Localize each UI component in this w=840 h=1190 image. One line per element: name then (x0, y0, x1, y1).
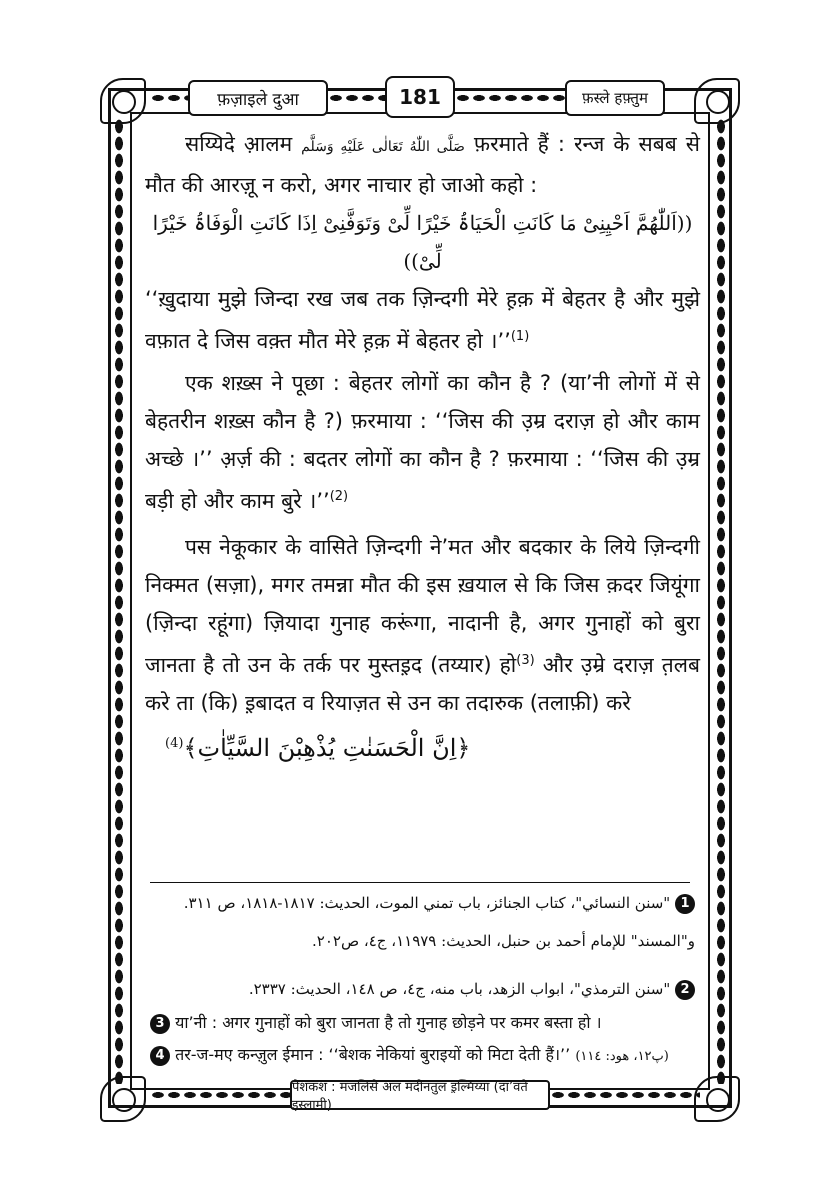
footnote-4 (150, 1042, 695, 1070)
header-chain-2 (328, 93, 385, 103)
footnote-1-line-2: و"المسند" للإمام أحمد بن حنبل، الحديث: ١١٩٧٩، ج٤، ص٢٠٢. (312, 932, 695, 950)
paragraph-1 (145, 125, 700, 204)
footnote-3 (150, 1010, 695, 1036)
corner-ornament-top-right (694, 78, 740, 124)
footnote-ref-3: (3) (516, 653, 535, 668)
page-number: 181 (385, 76, 455, 118)
footnote-1-cont (150, 928, 695, 954)
corner-ornament-bottom-left (100, 1076, 146, 1122)
paragraph-2 (145, 280, 700, 360)
salawat-inline: صَلَّى اللّٰهُ تَعَالٰی عَلَيْهِ وَسَلَّم (301, 139, 465, 155)
header-chain-3 (455, 93, 565, 103)
quran-verse (145, 722, 700, 770)
border-chain-bottom-left (150, 1090, 290, 1100)
footnote-4-ref: (پ١٢، هود: ١١٤) (575, 1049, 669, 1064)
main-text (145, 125, 700, 770)
footnote-ref-1: (1) (510, 329, 530, 344)
footnote-badge-4: 4 (150, 1046, 170, 1066)
p4-text-b: और उ़म्रे दराज़ त़लब करे ता (कि) इ़बादत व रियाज़त से उन का तदारुक (तलाफ़ी) करे (145, 653, 700, 715)
footnote-badge-1: 1 (675, 894, 695, 914)
footnote-divider (150, 882, 690, 883)
verse-text: ﴿اِنَّ الْحَسَنٰتِ یُذْهِبْنَ السَّیِّاٰتِ﴾ (183, 734, 471, 762)
border-chain-left (112, 118, 126, 1084)
footnote-1 (150, 890, 695, 916)
paragraph-3 (145, 364, 700, 520)
publisher-box: पेशकश : मजलिसे अल मदीनतुल इ़ल्मिय्या (दा’वते इस्लामी) (290, 1080, 550, 1110)
paragraph-4 (145, 528, 700, 722)
p4-text-a: पस नेकूकार के वासिते ज़िन्दगी ने’मत और बदकार के लिये ज़िन्दगी निक्मत (सज़ा), मगर तमन्ना मौत की इस ख़याल से कि जिस क़दर जियूंगा (ज़िन्दा रहूंगा) ज़ियादा गुनाह करूंगा, नादानी है, अगर गुनाहों को बुरा जानता है तो उन के तर्क पर मुस्तइ़द (तय्यार) हो (145, 535, 700, 677)
p1-text-a: सय्यिदे आ़लम (185, 132, 293, 156)
running-title-left: फ़ज़ाइले दुआ (188, 80, 328, 116)
border-chain-right (714, 118, 728, 1084)
footnote-3-text: या’नी : अगर गुनाहों को बुरा जानता है तो गुनाह छोड़ने पर कमर बस्ता हो । (175, 1013, 602, 1032)
p2-text: ‘‘ख़ुदाया मुझे जिन्दा रख जब तक ज़िन्दगी मेरे ह़क़ में बेहतर है और मुझे वफ़ात दे जिस वक़्त मौत मेरे ह़क़ में बेहतर हो ।’’ (145, 287, 700, 353)
running-title-right: फ़स्ले हफ़्तुम (565, 80, 665, 116)
footnote-badge-2: 2 (675, 980, 695, 1000)
footnote-2 (150, 976, 695, 1002)
p1-text-b: फ़रमाते हैं : रन्ज के सबब से मौत की आरज़ू न करो, अगर नाचार हो जाओ कहो : (145, 132, 700, 197)
arabic-dua: ((اَللّٰهُمَّ اَحْیِنِیْ مَا كَانَتِ الْحَیَاۃُ خَیْرًا لِّیْ وَتَوَفَّنِیْ اِذَا كَانَتِ الْوَفَاۃُ خَیْرًا لِّیْ)) (152, 211, 693, 273)
p3-text: एक शख़्स ने पूछा : बेहतर लोगों का कौन है ? (या’नी लोगों में से बेहतरीन शख़्स कौन है ?) फ़रमाया : ‘‘जिस की उ़म्र दराज़ हो और काम अच्छे ।’’ अ़र्ज़ की : बदतर लोगों का कौन है ? फ़रमाया : ‘‘जिस की उ़म्र बड़ी हो और काम बुरे ।’’ (145, 371, 700, 513)
footnote-ref-2: (2) (329, 489, 349, 504)
corner-ornament-bottom-right (694, 1076, 740, 1122)
header-chain-1 (150, 93, 188, 103)
corner-ornament-top-left (100, 78, 146, 124)
footnote-2-text: "سنن الترمذي"، ابواب الزهد، باب منه، ج٤، ص ١٤٨، الحديث: ٢٣٣٧. (248, 980, 671, 998)
footnote-ref-4: (4) (165, 736, 184, 751)
footnote-4-text: तर-ज-मए कन्ज़ुल ईमान : ‘‘बेशक नेकियां बुराइयों को मिटा देती हैं।’’ (175, 1045, 571, 1064)
border-chain-bottom-right (550, 1090, 700, 1100)
footnote-badge-3: 3 (150, 1014, 170, 1034)
footnote-1-line-1: "سنن النسائي"، كتاب الجنائز، باب تمني الموت، الحديث: ١٨١٧-١٨١٨، ص ٣١١. (183, 894, 671, 912)
